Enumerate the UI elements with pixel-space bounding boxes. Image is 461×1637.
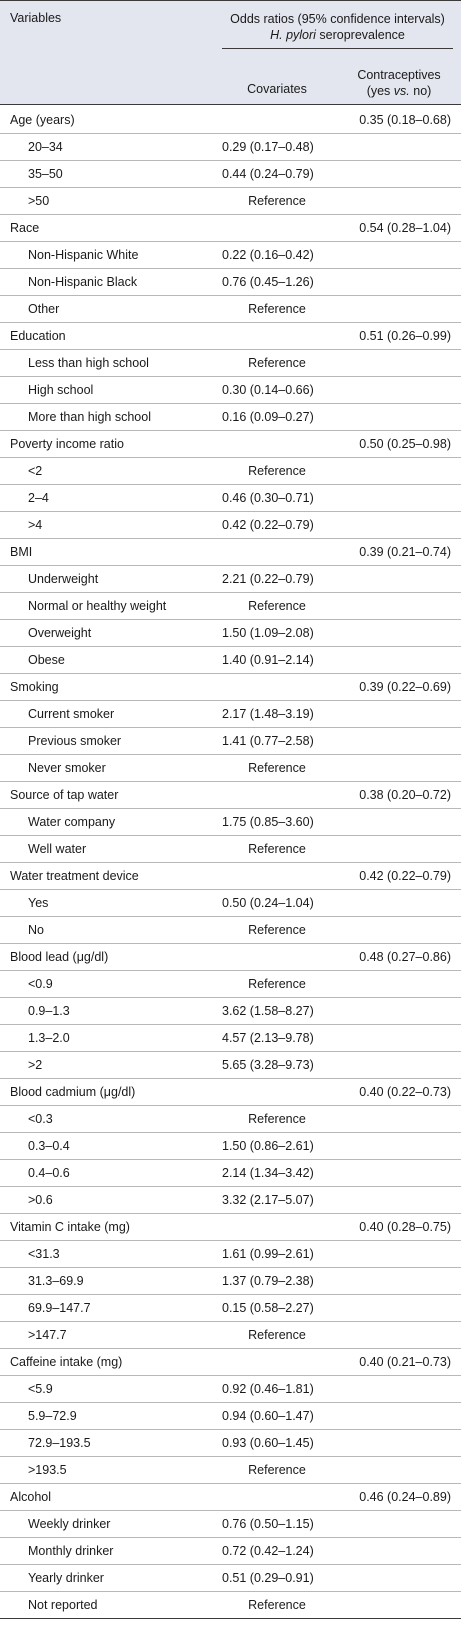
table-group-row [0,944,461,971]
header-group-line2 [222,27,453,43]
header-group-line2-rest: seroprevalence [315,28,405,42]
row-label: Current smoker [28,707,115,721]
table-row [0,1430,461,1457]
table-row [0,647,461,674]
table-group-row [0,107,461,134]
covariates-cell: 0.51 (0.29–0.91) [222,1571,314,1585]
table-row [0,566,461,593]
contraceptives-cell: 0.42 (0.22–0.79) [359,869,451,883]
table-row [0,1322,461,1349]
row-label: 31.3–69.9 [28,1274,84,1288]
table-row [0,134,461,161]
table-group-row [0,323,461,350]
row-label: <31.3 [28,1247,60,1261]
table-row [0,269,461,296]
covariates-cell: Reference [248,302,306,316]
row-label: Not reported [28,1598,98,1612]
row-label: Caffeine intake (mg) [10,1355,123,1369]
table-row [0,296,461,323]
row-label: Monthly drinker [28,1544,114,1558]
table-body [0,107,461,1619]
row-label: >50 [28,194,50,208]
table-row [0,377,461,404]
row-label: 5.9–72.9 [28,1409,77,1423]
covariates-cell: Reference [248,1112,306,1126]
header-con-vs: vs. [393,84,410,98]
contraceptives-cell: 0.40 (0.28–0.75) [359,1220,451,1234]
covariates-cell: Reference [248,356,306,370]
covariates-cell: 0.76 (0.50–1.15) [222,1517,314,1531]
row-label: Smoking [10,680,59,694]
row-label: 0.3–0.4 [28,1139,70,1153]
table-row [0,350,461,377]
table-row [0,890,461,917]
row-label: 72.9–193.5 [28,1436,91,1450]
table-group-row [0,431,461,458]
row-label: 69.9–147.7 [28,1301,91,1315]
table-group-row [0,1079,461,1106]
row-label: High school [28,383,94,397]
covariates-cell: Reference [248,842,306,856]
row-label: Vitamin C intake (mg) [10,1220,130,1234]
table-row [0,1268,461,1295]
header-contraceptives-line1: Contraceptives [357,68,441,82]
header-contraceptives [346,67,452,99]
table-row [0,1376,461,1403]
covariates-cell: 0.30 (0.14–0.66) [222,383,314,397]
table-group-row [0,782,461,809]
row-label: >2 [28,1058,43,1072]
covariates-cell: 1.50 (1.09–2.08) [222,626,314,640]
covariates-cell: 5.65 (3.28–9.73) [222,1058,314,1072]
row-label: Yes [28,896,49,910]
row-label: Normal or healthy weight [28,599,167,613]
covariates-cell: 2.21 (0.22–0.79) [222,572,314,586]
header-species: H. pylori [270,28,316,42]
row-label: Obese [28,653,65,667]
covariates-cell: 0.50 (0.24–1.04) [222,896,314,910]
header-group-rule [222,48,453,49]
row-label: >0.6 [28,1193,53,1207]
row-label: BMI [10,545,33,559]
row-label: Previous smoker [28,734,122,748]
table-group-row [0,863,461,890]
row-label: Never smoker [28,761,106,775]
contraceptives-cell: 0.54 (0.28–1.04) [359,221,451,235]
table-row [0,404,461,431]
table-row [0,1241,461,1268]
covariates-cell: 0.72 (0.42–1.24) [222,1544,314,1558]
table-row [0,1403,461,1430]
covariates-cell: 2.14 (1.34–3.42) [222,1166,314,1180]
table-row [0,836,461,863]
table-row [0,161,461,188]
contraceptives-cell: 0.39 (0.21–0.74) [359,545,451,559]
covariates-cell: 1.37 (0.79–2.38) [222,1274,314,1288]
row-label: More than high school [28,410,151,424]
covariates-cell: 1.61 (0.99–2.61) [222,1247,314,1261]
contraceptives-cell: 0.48 (0.27–0.86) [359,950,451,964]
header-con-b: no) [409,84,432,98]
row-label: <2 [28,464,43,478]
row-label: >193.5 [28,1463,67,1477]
table-row [0,1106,461,1133]
covariates-cell: Reference [248,923,306,937]
row-label: <0.3 [28,1112,53,1126]
table-row [0,1457,461,1484]
covariates-cell: 4.57 (2.13–9.78) [222,1031,314,1045]
covariates-cell: 0.93 (0.60–1.45) [222,1436,314,1450]
row-label: 20–34 [28,140,63,154]
table-row [0,1025,461,1052]
table-row [0,458,461,485]
table-row [0,728,461,755]
table-row [0,1511,461,1538]
covariates-cell: Reference [248,464,306,478]
table-row [0,1133,461,1160]
covariates-cell: Reference [248,1598,306,1612]
row-label: 2–4 [28,491,49,505]
row-label: Source of tap water [10,788,119,802]
row-label: Other [28,302,60,316]
contraceptives-cell: 0.38 (0.20–0.72) [359,788,451,802]
contraceptives-cell: 0.40 (0.22–0.73) [359,1085,451,1099]
covariates-cell: 1.40 (0.91–2.14) [222,653,314,667]
table-group-row [0,1214,461,1241]
covariates-cell: 1.50 (0.86–2.61) [222,1139,314,1153]
row-label: Alcohol [10,1490,51,1504]
table-header [0,0,461,105]
row-label: 35–50 [28,167,63,181]
covariates-cell: 0.29 (0.17–0.48) [222,140,314,154]
row-label: Poverty income ratio [10,437,124,451]
table-row [0,755,461,782]
table-row [0,917,461,944]
table-row [0,701,461,728]
table-row [0,1295,461,1322]
row-label: Less than high school [28,356,149,370]
table-row [0,485,461,512]
row-label: Yearly drinker [28,1571,104,1585]
covariates-cell: Reference [248,977,306,991]
row-label: Education [10,329,66,343]
contraceptives-cell: 0.39 (0.22–0.69) [359,680,451,694]
row-label: Overweight [28,626,92,640]
covariates-cell: 1.75 (0.85–3.60) [222,815,314,829]
row-label: Well water [28,842,87,856]
row-label: Water treatment device [10,869,139,883]
covariates-cell: Reference [248,1328,306,1342]
table-row [0,998,461,1025]
table-group-row [0,1349,461,1376]
header-con-a: (yes [366,84,394,98]
header-contraceptives-line2 [346,83,452,99]
covariates-cell: 0.44 (0.24–0.79) [222,167,314,181]
table-group-row [0,539,461,566]
covariates-cell: 0.16 (0.09–0.27) [222,410,314,424]
covariates-cell: 0.46 (0.30–0.71) [222,491,314,505]
covariates-cell: 0.76 (0.45–1.26) [222,275,314,289]
covariates-cell: 2.17 (1.48–3.19) [222,707,314,721]
covariates-cell: 3.32 (2.17–5.07) [222,1193,314,1207]
table-row [0,1160,461,1187]
row-label: Weekly drinker [28,1517,111,1531]
row-label: Underweight [28,572,99,586]
header-covariates: Covariates [247,82,307,96]
row-label: >147.7 [28,1328,67,1342]
table-row [0,1052,461,1079]
covariates-cell: 0.42 (0.22–0.79) [222,518,314,532]
row-label: <0.9 [28,977,53,991]
contraceptives-cell: 0.46 (0.24–0.89) [359,1490,451,1504]
row-label: <5.9 [28,1382,53,1396]
table-row [0,188,461,215]
row-label: Race [10,221,40,235]
table-row [0,620,461,647]
covariates-cell: Reference [248,599,306,613]
table-group-row [0,215,461,242]
row-label: Age (years) [10,113,75,127]
table-row [0,512,461,539]
header-variables: Variables [10,11,62,25]
contraceptives-cell: 0.50 (0.25–0.98) [359,437,451,451]
table-row [0,971,461,998]
row-label: 0.9–1.3 [28,1004,70,1018]
contraceptives-cell: 0.40 (0.21–0.73) [359,1355,451,1369]
covariates-cell: 0.92 (0.46–1.81) [222,1382,314,1396]
table-row [0,593,461,620]
row-label: 1.3–2.0 [28,1031,70,1045]
row-label: No [28,923,44,937]
table-row [0,242,461,269]
covariates-cell: Reference [248,1463,306,1477]
contraceptives-cell: 0.35 (0.18–0.68) [359,113,451,127]
covariates-cell: 0.22 (0.16–0.42) [222,248,314,262]
covariates-cell: Reference [248,761,306,775]
header-odds-ratios-group [222,11,453,43]
row-label: 0.4–0.6 [28,1166,70,1180]
table-row [0,1187,461,1214]
table-row [0,1538,461,1565]
header-group-line1: Odds ratios (95% confidence intervals) [230,12,445,26]
row-label: Non-Hispanic Black [28,275,138,289]
row-label: Water company [28,815,116,829]
table-group-row [0,674,461,701]
table-row [0,809,461,836]
covariates-cell: Reference [248,194,306,208]
contraceptives-cell: 0.51 (0.26–0.99) [359,329,451,343]
covariates-cell: 0.94 (0.60–1.47) [222,1409,314,1423]
row-label: Blood lead (μg/dl) [10,950,109,964]
table-group-row [0,1484,461,1511]
row-label: Blood cadmium (μg/dl) [10,1085,136,1099]
covariates-cell: 0.15 (0.58–2.27) [222,1301,314,1315]
row-label: >4 [28,518,43,532]
table-row [0,1565,461,1592]
covariates-cell: 3.62 (1.58–8.27) [222,1004,314,1018]
row-label: Non-Hispanic White [28,248,139,262]
table-row [0,1592,461,1619]
covariates-cell: 1.41 (0.77–2.58) [222,734,314,748]
